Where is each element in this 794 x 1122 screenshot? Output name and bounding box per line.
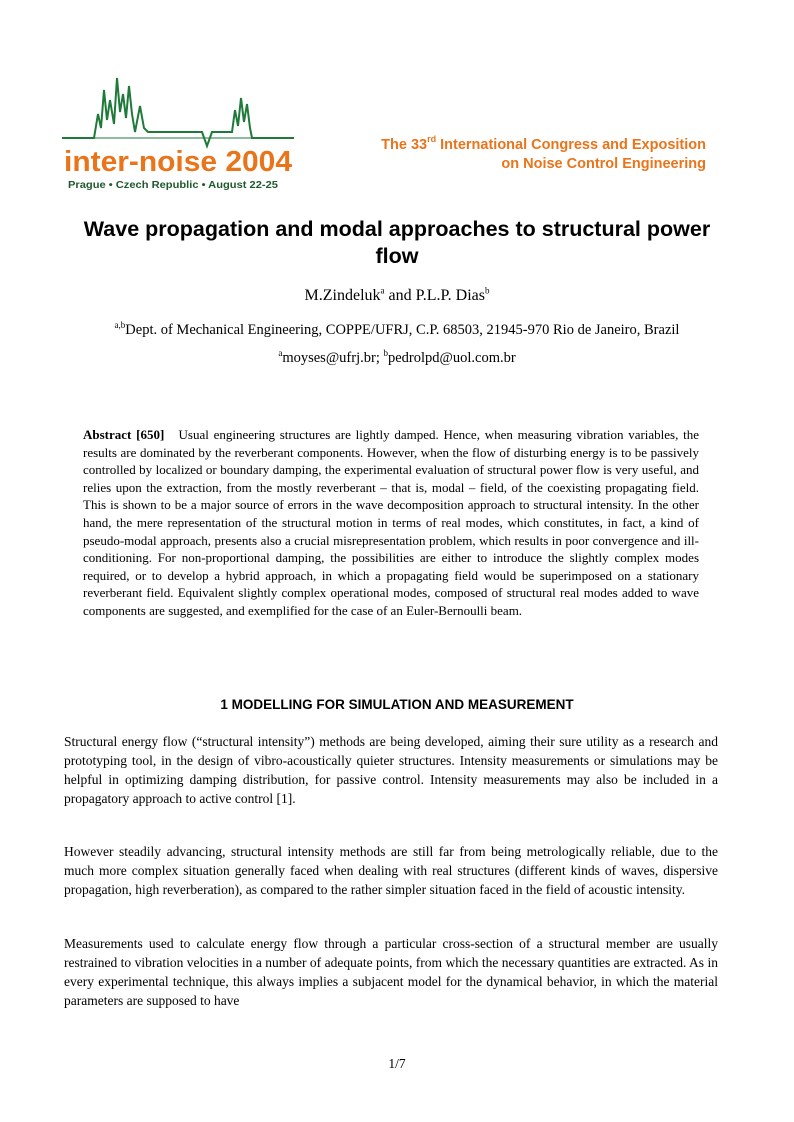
congress-line-2: on Noise Control Engineering xyxy=(501,156,706,172)
abstract xyxy=(83,426,699,620)
paper-title: Wave propagation and modal approaches to structural power flow xyxy=(83,217,711,268)
abstract-label: Abstract [650] xyxy=(83,427,165,442)
paper-emails: $^a$moyses@ufrj.br; $^b$pedrolpd@uol.com.br xyxy=(278,348,516,366)
abstract-text: Usual engineering structures are lightly damped. Hence, when measuring vibration variables, the results are dominated by the reverberant components. However, when the flow of disturbing energy is to be passively controlled by localized or boundary damping, the experimental evaluation of structural power flow is very useful, and relies upon the extraction, from the mostly reverberant – that is, modal – field, of the coexisting propagating field. This is shown to be a major source of errors in the wave decomposition approach to structural intensity. In the other hand, the mere representation of the structural motion in terms of real modes, which constitutes, in fact, a kind of pseudo-modal approach, presents also a crucial misrepresentation problem, which results in poor convergence and ill-conditioning. For non-proportional damping, the possibilities are either to introduce the slightly complex modes required, or to develop a hybrid approach, in which a propagating field would be superimposed on a stationary reverberant field. Equivalent slightly complex operational modes, composed of structural real modes added to wave components are suggested, and exemplified for the case of an Euler-Bernoulli beam. xyxy=(83,427,699,618)
paper-affiliation: $^{a,b}$Dept. of Mechanical Engineering, COPPE/UFRJ, C.P. 68503, 21945-970 Rio de Janeiro, Brazil xyxy=(114,320,680,338)
logo-wordmark: inter-noise 2004 xyxy=(64,146,292,178)
section-heading: 1 MODELLING FOR SIMULATION AND MEASUREMENT xyxy=(220,697,574,712)
page-number: 1/7 xyxy=(388,1056,406,1071)
body-paragraph-3: Measurements used to calculate energy flow through a particular cross-section of a structural member are usually restrained to vibration velocities in a number of adequate points, from which the necessary quantities are extracted. As in every experimental technique, this always implies a subjacent model for the dynamical behavior, in which the material parameters are supposed to have xyxy=(64,936,718,1008)
body-paragraph-1: Structural energy flow (“structural intensity”) methods are being developed, aiming their sure utility as a research and prototyping tool, in the design of vibro-acoustically quieter structures. Intensity measurements or simulations may be helpful in optimizing damping distribution, for passive control. Intensity measurements may also be included in a propagatory approach to active control [1]. xyxy=(64,734,718,806)
conference-logo xyxy=(62,70,294,195)
logo-tagline: Prague • Czech Republic • August 22-25 xyxy=(68,180,279,191)
body-paragraph-2: However steadily advancing, structural intensity methods are still far from being metrologically reliable, due to the much more complex situation generally faced when dealing with real structures (different kinds of waves, dispersive propagation, high reverberation), as compared to the rather simpler situation faced in the field of acoustic intensity. xyxy=(64,844,718,897)
skyline-graphic xyxy=(62,70,294,195)
paper-authors: M.Zindeluk$^a$ and P.L.P. Dias$^b$ xyxy=(304,285,490,304)
congress-header xyxy=(300,136,706,174)
congress-line-1: The 33rd International Congress and Exposition xyxy=(381,134,706,153)
